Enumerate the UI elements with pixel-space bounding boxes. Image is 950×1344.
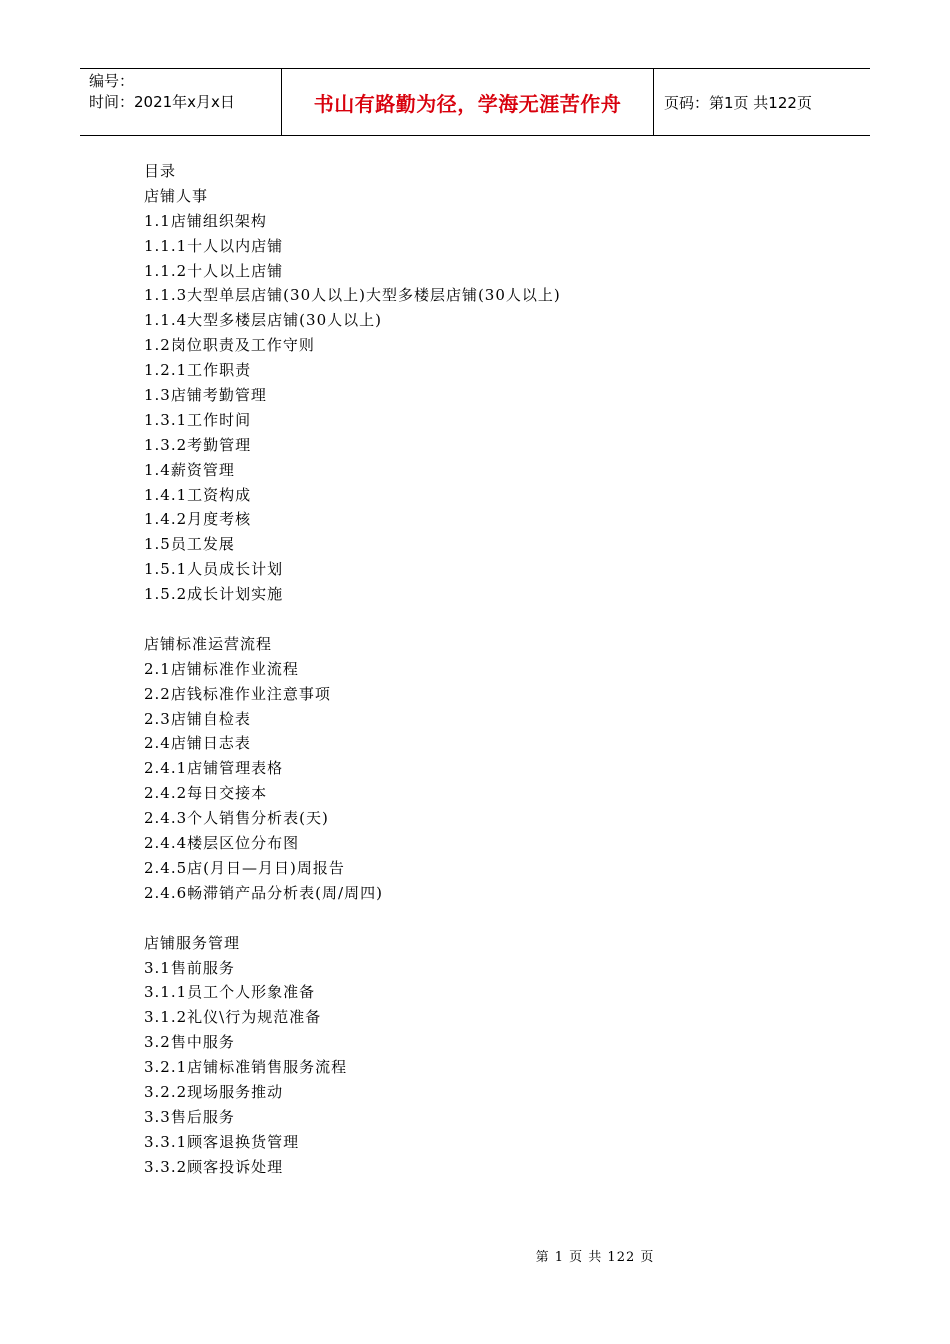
table-of-contents	[144, 159, 844, 1180]
toc-entry: 3.2售中服务	[144, 1033, 235, 1052]
toc-entry: 2.4.3个人销售分析表(天)	[144, 809, 329, 828]
toc-entry: 店铺标准运营流程	[144, 634, 273, 653]
toc-entry: 1.5员工发展	[144, 535, 235, 554]
page-header	[80, 68, 870, 136]
header-motto-cell	[281, 69, 654, 135]
header-page-info-cell	[654, 69, 870, 135]
toc-entry: 1.3.2考勤管理	[144, 435, 252, 454]
toc-entry: 1.1.4大型多楼层店铺(30人以上)	[144, 311, 382, 330]
toc-entry: 1.1.2十人以上店铺	[144, 261, 284, 280]
serial-number-label: 编号：	[89, 72, 135, 90]
header-meta	[80, 69, 281, 135]
toc-entry: 1.1.1十人以内店铺	[144, 236, 284, 255]
toc-entry: 1.4薪资管理	[144, 460, 235, 479]
toc-entry: 1.4.1工资构成	[144, 485, 252, 504]
toc-entry: 1.2.1工作职责	[144, 361, 252, 380]
header-motto: 书山有路勤为径，学海无涯苦作舟	[313, 91, 622, 116]
toc-entry: 2.2店钱标准作业注意事项	[144, 684, 331, 703]
toc-entry: 3.2.2现场服务推动	[144, 1082, 284, 1101]
toc-entry: 2.4.5店(月日—月日)周报告	[144, 858, 345, 877]
toc-entry: 3.1售前服务	[144, 958, 235, 977]
toc-entry: 2.4.2每日交接本	[144, 784, 268, 803]
toc-entry: 1.5.1人员成长计划	[144, 560, 284, 579]
footer-page-number: 第 1 页 共 122 页	[535, 1250, 655, 1265]
toc-entry: 目录	[144, 162, 177, 180]
toc-entry: 3.3售后服务	[144, 1107, 235, 1126]
toc-entry: 3.1.1员工个人形象准备	[144, 983, 316, 1002]
toc-entry: 1.3店铺考勤管理	[144, 386, 267, 405]
toc-spacer	[144, 607, 844, 632]
toc-entry: 2.4店铺日志表	[144, 734, 251, 753]
toc-entry: 店铺人事	[144, 186, 209, 205]
toc-entry: 2.4.6畅滞销产品分析表(周/周四)	[144, 883, 383, 902]
toc-entry: 2.1店铺标准作业流程	[144, 659, 299, 678]
toc-entry: 3.1.2礼仪\行为规范准备	[144, 1008, 322, 1027]
toc-entry: 1.1.3大型单层店铺(30人以上)大型多楼层店铺(30人以上)	[144, 286, 561, 305]
toc-entry: 3.3.1顾客退换货管理	[144, 1132, 300, 1151]
toc-entry: 1.2岗位职责及工作守则	[144, 336, 315, 355]
toc-entry: 1.1店铺组织架构	[144, 211, 267, 230]
date-label: 时间：2021年x月x日	[89, 93, 235, 111]
toc-entry: 店铺服务管理	[144, 933, 241, 952]
toc-entry: 1.3.1工作时间	[144, 410, 252, 429]
toc-entry: 2.4.1店铺管理表格	[144, 759, 284, 778]
toc-entry: 2.4.4楼层区位分布图	[144, 834, 300, 853]
toc-entry: 3.2.1店铺标准销售服务流程	[144, 1058, 348, 1077]
toc-entry: 1.4.2月度考核	[144, 510, 252, 529]
header-page-info: 页码：第1页 共122页	[664, 93, 812, 112]
toc-spacer	[144, 906, 844, 931]
toc-entry: 2.3店铺自检表	[144, 709, 251, 728]
page-footer	[0, 1246, 950, 1265]
toc-entry: 3.3.2顾客投诉处理	[144, 1157, 284, 1176]
toc-entry: 1.5.2成长计划实施	[144, 585, 284, 604]
